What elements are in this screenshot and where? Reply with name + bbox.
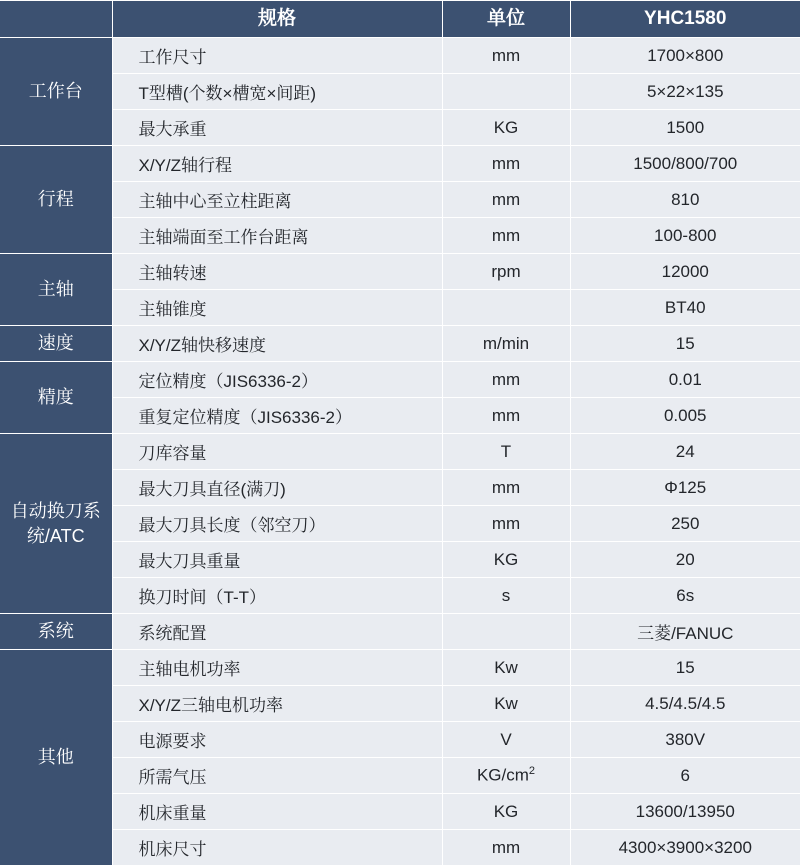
spec-value: 6 <box>570 758 800 794</box>
spec-value: 三菱/FANUC <box>570 614 800 650</box>
group-label: 自动换刀系统/ATC <box>0 434 112 614</box>
spec-item: 定位精度（JIS6336-2） <box>112 362 442 398</box>
spec-item: 换刀时间（T-T） <box>112 578 442 614</box>
spec-value: 0.005 <box>570 398 800 434</box>
spec-item: 最大刀具直径(满刀) <box>112 470 442 506</box>
table-row <box>0 686 800 722</box>
table-row <box>0 146 800 182</box>
spec-value: 380V <box>570 722 800 758</box>
table-row <box>0 830 800 866</box>
group-label: 其他 <box>0 650 112 866</box>
spec-item: 主轴端面至工作台距离 <box>112 218 442 254</box>
spec-value: 250 <box>570 506 800 542</box>
table-row <box>0 722 800 758</box>
spec-unit: KG <box>442 110 570 146</box>
spec-value: 24 <box>570 434 800 470</box>
spec-item: 所需气压 <box>112 758 442 794</box>
spec-item: X/Y/Z三轴电机功率 <box>112 686 442 722</box>
header-group-blank <box>0 1 112 38</box>
group-label: 速度 <box>0 326 112 362</box>
group-label: 精度 <box>0 362 112 434</box>
table-row <box>0 506 800 542</box>
table-row <box>0 110 800 146</box>
table-row <box>0 182 800 218</box>
spec-value: 4.5/4.5/4.5 <box>570 686 800 722</box>
spec-item: 机床尺寸 <box>112 830 442 866</box>
table-row <box>0 650 800 686</box>
spec-item: 主轴转速 <box>112 254 442 290</box>
header-row <box>0 1 800 38</box>
table-row <box>0 38 800 74</box>
table-row <box>0 362 800 398</box>
spec-unit: V <box>442 722 570 758</box>
table-header <box>0 1 800 38</box>
table-row <box>0 74 800 110</box>
spec-item: 机床重量 <box>112 794 442 830</box>
spec-item: 重复定位精度（JIS6336-2） <box>112 398 442 434</box>
spec-unit <box>442 74 570 110</box>
spec-item: 系统配置 <box>112 614 442 650</box>
table-row <box>0 290 800 326</box>
spec-value: 810 <box>570 182 800 218</box>
spec-item: 主轴中心至立柱距离 <box>112 182 442 218</box>
spec-unit: KG <box>442 542 570 578</box>
spec-item: X/Y/Z轴行程 <box>112 146 442 182</box>
spec-unit: Kw <box>442 686 570 722</box>
group-label: 主轴 <box>0 254 112 326</box>
group-label: 系统 <box>0 614 112 650</box>
spec-item: 主轴电机功率 <box>112 650 442 686</box>
spec-value: 1500 <box>570 110 800 146</box>
spec-item: T型槽(个数×槽宽×间距) <box>112 74 442 110</box>
spec-value: 13600/13950 <box>570 794 800 830</box>
spec-unit: mm <box>442 38 570 74</box>
spec-unit: s <box>442 578 570 614</box>
group-label: 工作台 <box>0 38 112 146</box>
spec-unit: mm <box>442 398 570 434</box>
spec-unit <box>442 290 570 326</box>
spec-unit: mm <box>442 182 570 218</box>
spec-unit: rpm <box>442 254 570 290</box>
spec-item: X/Y/Z轴快移速度 <box>112 326 442 362</box>
header-model: YHC1580 <box>570 1 800 38</box>
spec-unit: mm <box>442 830 570 866</box>
table-row <box>0 326 800 362</box>
spec-value: 0.01 <box>570 362 800 398</box>
spec-value: 15 <box>570 650 800 686</box>
header-spec: 规格 <box>112 1 442 38</box>
spec-unit: Kw <box>442 650 570 686</box>
spec-value: 20 <box>570 542 800 578</box>
table-row <box>0 218 800 254</box>
header-unit: 单位 <box>442 1 570 38</box>
table-row <box>0 542 800 578</box>
spec-value: 4300×3900×3200 <box>570 830 800 866</box>
spec-item: 最大刀具长度（邻空刀） <box>112 506 442 542</box>
spec-unit: mm <box>442 470 570 506</box>
spec-value: BT40 <box>570 290 800 326</box>
spec-value: 12000 <box>570 254 800 290</box>
spec-value: 1700×800 <box>570 38 800 74</box>
spec-unit: $KG/cm^2$ <box>442 758 570 794</box>
table-body <box>0 38 800 866</box>
table-row <box>0 398 800 434</box>
group-label: 行程 <box>0 146 112 254</box>
table-row <box>0 794 800 830</box>
table-row <box>0 758 800 794</box>
spec-item: 工作尺寸 <box>112 38 442 74</box>
spec-value: Φ125 <box>570 470 800 506</box>
spec-item: 主轴锥度 <box>112 290 442 326</box>
spec-item: 最大刀具重量 <box>112 542 442 578</box>
spec-value: 100-800 <box>570 218 800 254</box>
table-row <box>0 614 800 650</box>
spec-value: 1500/800/700 <box>570 146 800 182</box>
table-row <box>0 254 800 290</box>
table-row <box>0 434 800 470</box>
spec-item: 刀库容量 <box>112 434 442 470</box>
spec-unit: T <box>442 434 570 470</box>
spec-unit: mm <box>442 218 570 254</box>
spec-item: 电源要求 <box>112 722 442 758</box>
spec-unit: mm <box>442 362 570 398</box>
spec-value: 15 <box>570 326 800 362</box>
spec-value: 6s <box>570 578 800 614</box>
spec-unit: mm <box>442 506 570 542</box>
spec-value: 5×22×135 <box>570 74 800 110</box>
spec-unit: m/min <box>442 326 570 362</box>
spec-unit: KG <box>442 794 570 830</box>
spec-item: 最大承重 <box>112 110 442 146</box>
table-row <box>0 578 800 614</box>
spec-unit: mm <box>442 146 570 182</box>
table-row <box>0 470 800 506</box>
spec-unit <box>442 614 570 650</box>
